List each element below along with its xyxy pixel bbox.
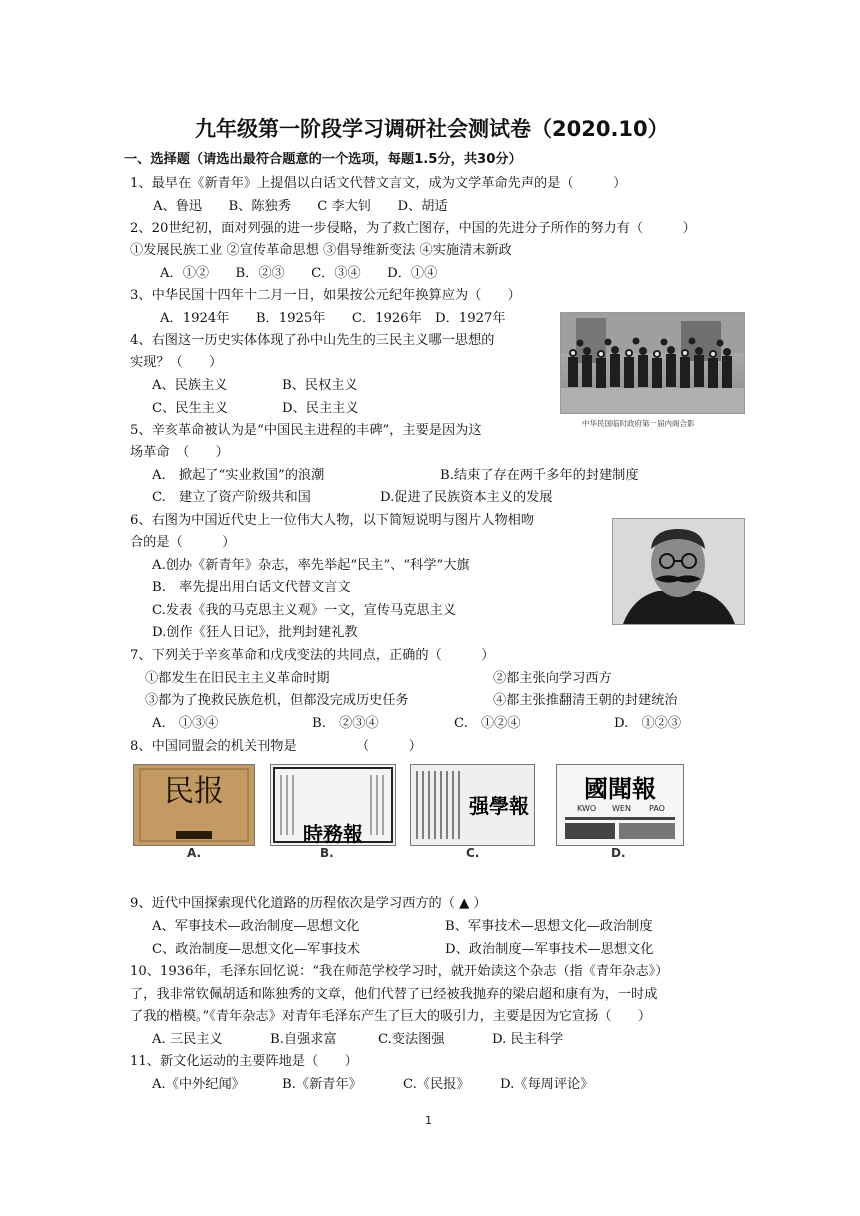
q7-item-1: ①都发生在旧民主主义革命时期 (145, 671, 330, 686)
q11-option-d: D.《每周评论》 (500, 1077, 594, 1092)
q11-option-a: A.《中外纪闻》 (152, 1077, 245, 1092)
q11-stem: 11、新文化运动的主要阵地是（ ） (130, 1054, 358, 1069)
page-number: 1 (425, 1114, 432, 1127)
q8-label-c: C. (466, 846, 480, 860)
q2-items: ①发展民族工业 ②宣传革命思想 ③倡导维新变法 ④实施清末新政 (130, 243, 512, 258)
q5-stem-2: 场革命 （ ） (130, 445, 229, 460)
q2-stem: 2、20世纪初，面对列强的进一步侵略，为了救亡图存，中国的先进分子所作的努力有（ ） (130, 221, 696, 236)
q10-option-b: B.自强求富 (270, 1032, 337, 1047)
masthead-d: 國聞報 (584, 774, 656, 803)
q10-line-2: 了，我非常钦佩胡适和陈独秀的文章，他们代替了已经被我抛弃的梁启超和康有为，一时成 (130, 987, 658, 1002)
masthead-c: 强學報 (469, 794, 529, 818)
q9-option-b: B、军事技术—思想文化—政治制度 (445, 919, 653, 934)
q6-option-b: B. 率先提出用白话文代替文言文 (152, 580, 351, 595)
q4-option-d: D、民主主义 (282, 401, 359, 416)
q7-option-b: B. ②③④ (312, 716, 379, 731)
q11-option-c: C.《民报》 (403, 1077, 470, 1092)
q10-line-1: 10、1936年，毛泽东回忆说：“我在师范学校学习时，就开始读这个杂志（指《青年杂志》） (130, 964, 669, 979)
q6-option-a: A.创办《新青年》杂志，率先举起“民主”、“科学”大旗 (152, 558, 470, 573)
masthead-b: 時務報 (303, 822, 363, 845)
q5-stem-1: 5、辛亥革命被认为是“中国民主进程的丰碑”，主要是因为这 (130, 423, 482, 438)
q3-stem: 3、中华民国十四年十二月一日，如果按公元纪年换算应为（ ） (130, 288, 521, 303)
q4-option-a: A、民族主义 (152, 378, 228, 393)
q8-label-b: B. (320, 846, 334, 860)
q7-option-d: D. ①②③ (614, 716, 682, 731)
q7-option-a: A. ①③④ (152, 716, 219, 731)
portrait-photo (612, 518, 745, 625)
page-title: 九年级第一阶段学习调研社会测试卷（2020.10） (195, 117, 669, 141)
q8-stem: 8、中国同盟会的机关刊物是 （ ） (130, 739, 422, 754)
newspaper-b-shiwubao (270, 764, 396, 846)
q8-label-a: A. (187, 846, 202, 860)
q5-option-c: C. 建立了资产阶级共和国 (152, 490, 311, 505)
q1-stem: 1、最早在《新青年》上提倡以白话文代替文言文，成为文学革命先声的是（ ） (130, 176, 627, 191)
q10-option-a: A. 三民主义 (152, 1032, 223, 1047)
q5-option-b: B.结束了存在两千多年的封建制度 (440, 468, 639, 483)
q7-item-2: ②都主张向学习西方 (493, 671, 612, 686)
d-latin-3: PAO (649, 804, 665, 813)
q8-label-d: D. (611, 846, 626, 860)
q10-option-d: D. 民主科学 (492, 1032, 564, 1047)
q7-item-4: ④都主张推翻清王朝的封建统治 (493, 693, 678, 708)
q7-item-3: ③都为了挽救民族危机，但都没完成历史任务 (145, 693, 409, 708)
newspaper-a-minbao (133, 764, 255, 846)
q3-options: A．1924年 B．1925年 C．1926年 D．1927年 (160, 311, 506, 326)
section-heading: 一、选择题（请选出最符合题意的一个选项，每题1.5分，共30分） (124, 152, 522, 167)
q4-option-c: C、民生主义 (152, 401, 229, 416)
q2-options: A．①② B．②③ C．③④ D．①④ (160, 266, 438, 281)
newspaper-c-qiangxuebao (410, 764, 535, 846)
q9-option-a: A、军事技术—政治制度—思想文化 (152, 919, 360, 934)
q4-stem-1: 4、右图这一历史实体体现了孙中山先生的三民主义哪一思想的 (130, 333, 495, 348)
q10-option-c: C.变法图强 (378, 1032, 445, 1047)
q9-option-c: C、政治制度—思想文化—军事技术 (152, 942, 360, 957)
q6-stem-2: 合的是（ ） (130, 535, 236, 550)
q6-stem-1: 6、右图为中国近代史上一位伟大人物，以下简短说明与图片人物相吻 (130, 513, 535, 528)
newspaper-d-guowenbao (556, 764, 684, 846)
q11-option-b: B.《新青年》 (282, 1077, 362, 1092)
q6-option-c: C.发表《我的马克思主义观》一文，宣传马克思主义 (152, 603, 456, 618)
q4-stem-2: 实现？（ ） (130, 355, 223, 370)
q6-option-d: D.创作《狂人日记》，批判封建礼教 (152, 625, 358, 640)
photo-caption: 中华民国临时政府第一届内阁合影 (582, 419, 695, 428)
masthead-a: 民报 (164, 774, 224, 809)
d-latin-1: KWO (577, 804, 597, 813)
q9-option-d: D、政治制度—军事技术—思想文化 (445, 942, 654, 957)
q4-option-b: B、民权主义 (282, 378, 358, 393)
q5-option-d: D.促进了民族资本主义的发展 (380, 490, 553, 505)
q7-stem: 7、下列关于辛亥革命和戊戌变法的共同点，正确的（ ） (130, 648, 495, 663)
d-latin-2: WEN (612, 804, 631, 813)
q10-line-3: 了我的楷模。”《青年杂志》对青年毛泽东产生了巨大的吸引力，主要是因为它宣扬（ ） (130, 1009, 652, 1024)
q9-stem: 9、近代中国探索现代化道路的历程依次是学习西方的（ ▲ ） (130, 896, 487, 911)
q7-option-c: C. ①②④ (454, 716, 521, 731)
q1-options: A、鲁迅 B、陈独秀 C 李大钊 D、胡适 (153, 199, 448, 214)
cabinet-group-photo (560, 312, 745, 414)
q5-option-a: A. 掀起了“实业救国”的浪潮 (152, 468, 325, 483)
